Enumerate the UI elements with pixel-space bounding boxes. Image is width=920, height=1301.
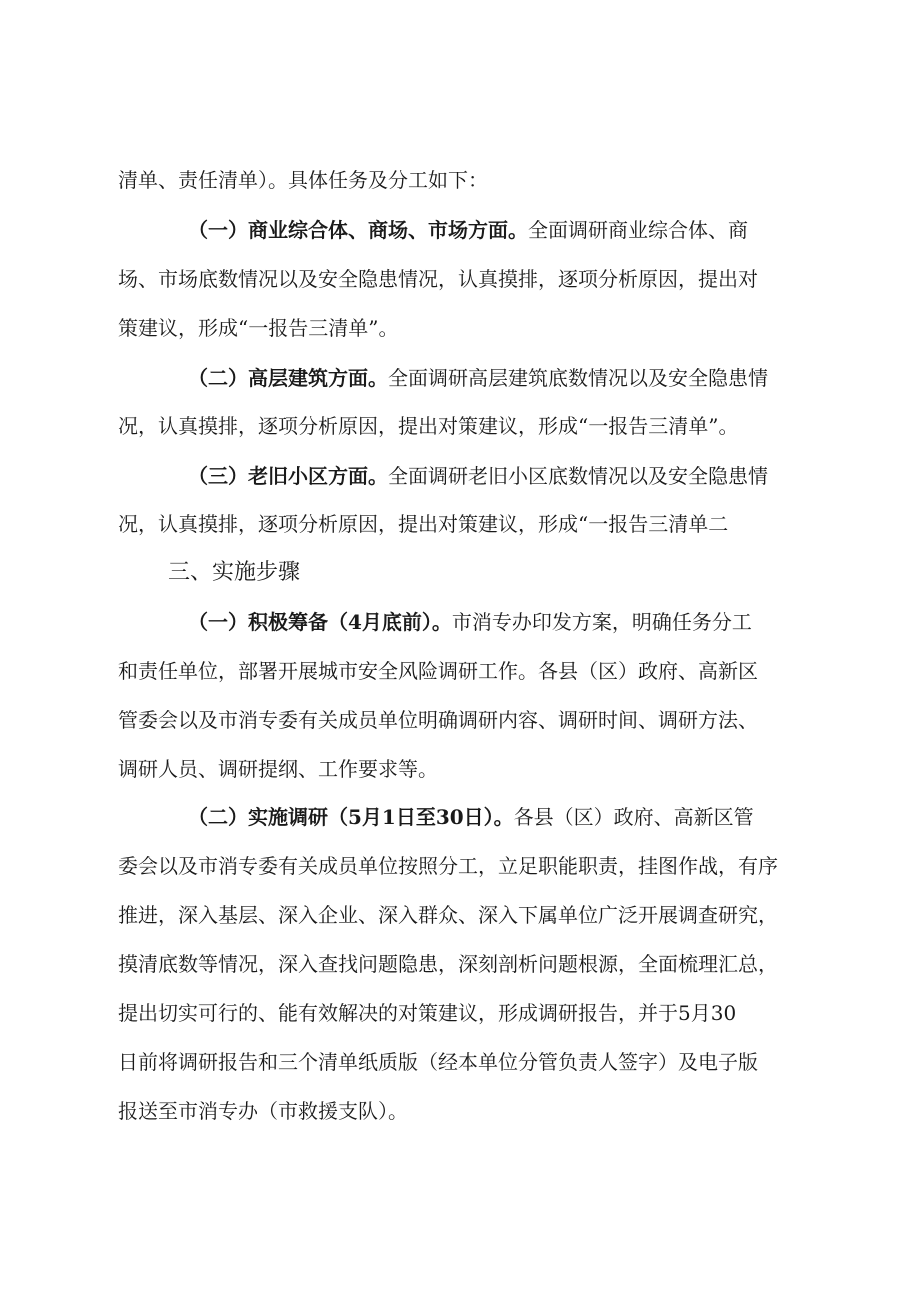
task-3-lead: （三）老旧小区方面。: [188, 464, 388, 488]
continuation-line: 清单、责任清单）。具体任务及分工如下：: [118, 168, 488, 192]
task-2-line-1: [188, 364, 828, 392]
task-3-line-1: [188, 462, 828, 490]
step-2-line-3: 推进，深入基层、深入企业、深入群众、深入下属单位广泛开展调查研究，: [118, 903, 778, 927]
step-1-text: 市消专办印发方案，明确任务分工: [451, 610, 752, 634]
task-1-text: 全面调研商业综合体、商: [528, 218, 748, 242]
task-3-text: 全面调研老旧小区底数情况以及安全隐患情: [388, 464, 768, 488]
step-2-line-2: 委会以及市消专委有关成员单位按照分工，立足职能职责，挂图作战，有序: [118, 854, 778, 878]
task-2-line-2: 况，认真摸排，逐项分析原因，提出对策建议，形成“一报告三清单”。: [118, 414, 739, 438]
task-2-lead: （二）高层建筑方面。: [188, 366, 388, 390]
step-1-line-3: 管委会以及市消专委有关成员单位明确调研内容、调研时间、调研方法、: [118, 708, 758, 732]
step-1-line-1: [188, 608, 828, 636]
task-1-lead: （一）商业综合体、商场、市场方面。: [188, 218, 528, 242]
step-1-lead: （一）积极筹备（4月底前）。: [188, 610, 452, 634]
step-2-line-5: 提出切实可行的、能有效解决的对策建议，形成调研报告，并于5月30: [118, 1001, 737, 1025]
step-2-line-7: 报送至市消专办（市救援支队）。: [118, 1099, 408, 1123]
step-1-line-2: 和责任单位，部署开展城市安全风险调研工作。各县（区）政府、高新区: [118, 659, 758, 683]
task-1-line-3: 策建议，形成“一报告三清单”。: [118, 316, 399, 340]
task-1-line-1: [188, 216, 828, 244]
step-2-text: 各县（区）政府、高新区管: [513, 805, 754, 829]
task-3-line-2: 况，认真摸排，逐项分析原因，提出对策建议，形成“一报告三清单二: [118, 512, 729, 536]
step-1-line-4: 调研人员、调研提纲、工作要求等。: [118, 757, 438, 781]
step-2-line-6: 日前将调研报告和三个清单纸质版（经本单位分管负责人签字）及电子版: [118, 1050, 758, 1074]
step-2-lead: （二）实施调研（5月1日至30日）。: [188, 805, 514, 829]
task-2-text: 全面调研高层建筑底数情况以及安全隐患情: [388, 366, 768, 390]
step-2-line-4: 摸清底数等情况，深入查找问题隐患，深刻剖析问题根源，全面梳理汇总，: [118, 952, 778, 976]
section-heading: 三、实施步骤: [168, 560, 301, 585]
task-1-line-2: 场、市场底数情况以及安全隐患情况，认真摸排，逐项分析原因，提出对: [118, 267, 758, 291]
step-2-line-1: [188, 803, 828, 831]
